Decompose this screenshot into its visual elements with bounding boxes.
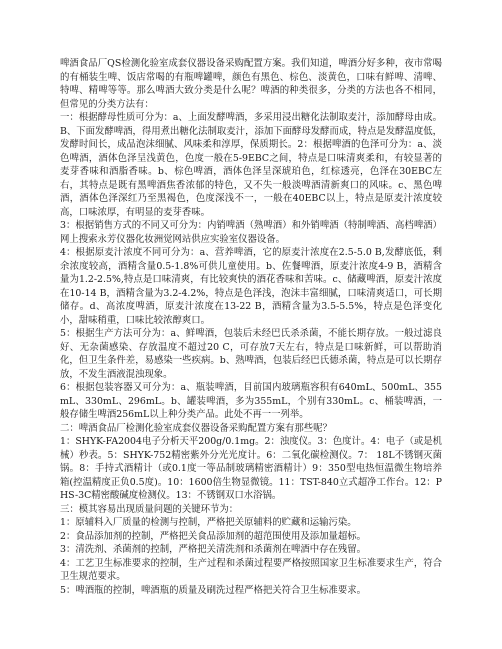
section-three-heading: 三：模其容易出现质量问题的关键环节为：: [60, 503, 239, 515]
intro-paragraph: 啤酒食品厂QS检测化验室成套仪器设备采购配置方案。我们知道，啤酒分好多种，夜市常喝的有桶装生啤、饭店常喝的有瓶啤罐啤，颜色有黑色、棕色、淡黄色，口味有鲜啤、清啤、特啤、精啤等等。那么啤酒大致分类是什么呢？啤酒的种类很多，分类的方法也各不相同，但常见的分类方法有：: [60, 58, 442, 110]
key-point-5: 5：啤酒瓶的控制，啤酒瓶的质量及刷洗过程严格把关符合卫生标准要求。: [60, 584, 366, 596]
production-method-paragraph: 5：根据生产方法可分为：a、鲜啤酒，包装后未经巴氏杀杀菌，不能长期存放。一般过滤良好、无杂菌感染、存放温度不超过20 C，可存放7天左右，特点是口味新鲜，可以帮助消化，但卫生条件差，易感染一些疾病。b、熟啤酒，包装后经巴氏德杀菌，特点是可以长期存放，不发生酒液混浊现象。: [60, 328, 442, 380]
key-point-3: 3：清洗剂、杀菌剂的控制，严格把关清洗剂和杀菌剂在啤酒中存在残留。: [60, 544, 366, 555]
packaging-paragraph: 6：根据包装容器又可分为：a、瓶装啤酒，目前国内玻璃瓶容积有640mL、500mL、355mL、330mL、296mL。b、罐装啤酒，多为355mL，个别有330mL。c、桶装啤酒，一般存储生啤酒256mL以上种分类产品。此处不再一一列举。: [60, 382, 442, 420]
section-two-heading: 二：啤酒食品厂检测化验室成套仪器设备采购配置方案有那些呢？: [60, 422, 332, 434]
key-point-4: 4：工艺卫生标准要求的控制，生产过程和杀菌过程要严格按照国家卫生标准要求生产，符合卫生规范要求。: [60, 557, 442, 582]
yeast-color-classification-paragraph: 一：根据酵母性质可分为：a、上面发酵啤酒，多采用浸出糖化法制取麦汁，添加酵母由成。B、下面发酵啤酒，得用煮出糖化法制取麦汁，添加下面酵母发酵而成，特点是发酵温度低，发酵时间长，成品泡沫细腻、风味柔和淳厚，保质期长。2：根据啤酒的色泽可分为：a、淡色啤酒，酒体色泽呈浅黄色，色度一般在5-9EBC之间，特点是口味清爽柔和，有较显著的麦芽香味和酒脂香味。b、棕色啤酒，酒体色泽呈深琥珀色，红棕透亮，色泽在30EBC左右，其特点是既有黑啤酒焦香浓郁的特色，又不失一般淡啤酒清新爽口的风味。c、黑色啤酒，酒体色泽深红乃至黑褐色，色度深浅不一，一般在40EBC以上，特点是原麦汁浓度较高，口味浓厚，有明显的麦芽香味。: [60, 112, 442, 218]
wort-concentration-paragraph: 4：根据原麦汁浓度不同可分为：a、营养啤酒，它的原麦汁浓度在2.5-5.0 B,发酵底低，剩余浓度较高，酒精含量0.5-1.8%可供儿童使用。b、佐餐啤酒，原麦汁浓度4-9 B，酒精含量为1.2-2.5%,特点是口味清爽，有比较爽快的酒花香味和苦味。c、储藏啤酒，原麦汁浓度在10-14 B，酒精含量为3.2-4.2%，特点是色泽浅，泡沫丰富细腻，口味清爽适口，可长期储存。d、高浓度啤酒，原麦汁浓度在13-22 B，酒精含量为3.5-5.5%，特点是色泽变化小，甜味稍重，口味比较浓醇爽口。: [60, 247, 442, 326]
sales-classification-paragraph: 3：根据销售方式的不同又可分为：内销啤酒（熟啤酒）和外销啤酒（特制啤酒、高档啤酒）网上搜索永芳仪器化妆洲觉网站供应实验室仪器设备。: [60, 220, 442, 245]
key-point-2: 2：食品添加剂的控制，严格把关食品添加剂的超范围使用及添加量超标。: [60, 530, 366, 542]
equipment-list-paragraph: 1：SHYK-FA2004电子分析天平200g/0.1mg。2：浊度仪。3：色度计。4：电子（或是机械）秒表。5：SHYK-752精密紫外分光光度计。6：二氧化碳检测仪。7： 18L不锈钢灭菌锅。8：手持式酒精计（或0.1度一等品制玻璃精密酒精计）9：350型电热恒温微生物培养箱(控温精度正负0.5度)。10：1600倍生物显微镜。11：TST-840立式超净工作台。12：PHS-3C精密酸碱度检测仪。13：不锈钢双口水浴锅。: [60, 436, 442, 501]
key-point-1: 1：原辅料入厂质量的检测与控制，严格把关原辅料的贮藏和运输污染。: [60, 517, 357, 528]
